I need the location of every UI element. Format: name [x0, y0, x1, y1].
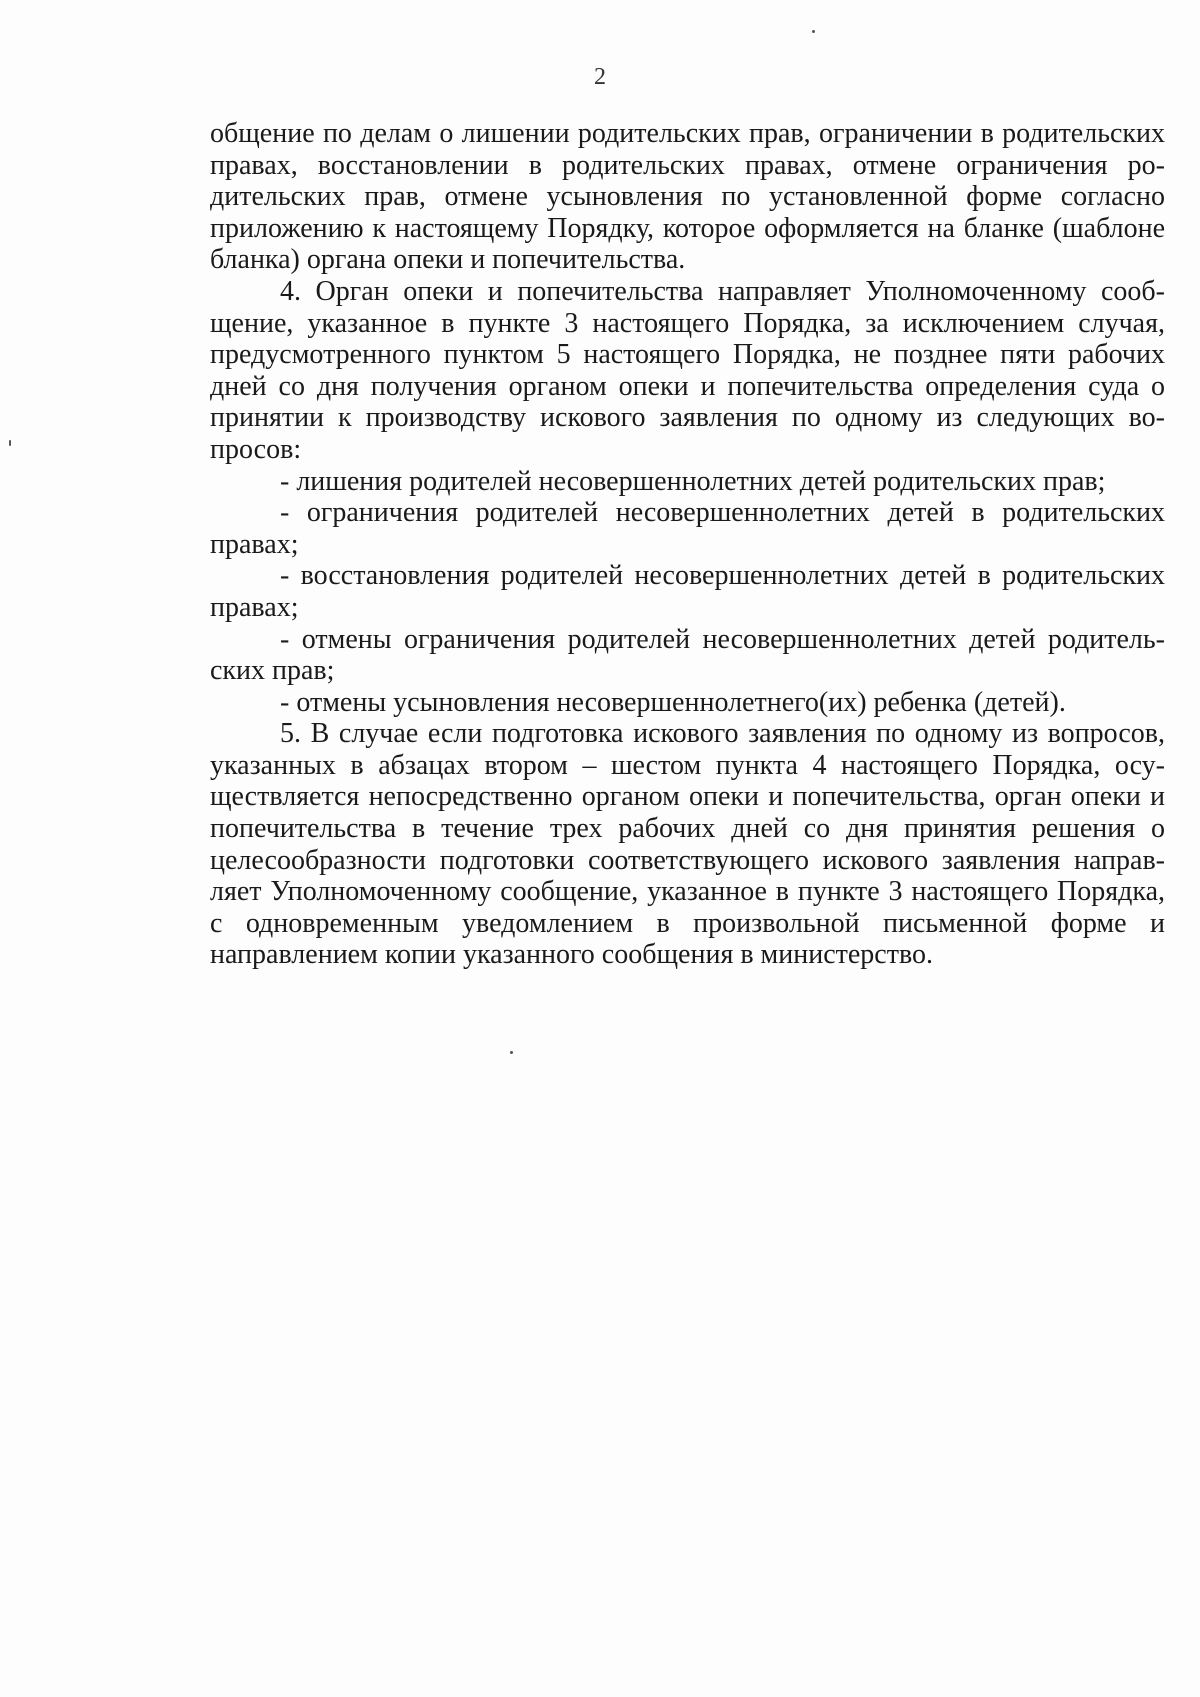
scan-speck	[510, 1051, 513, 1054]
scan-speck	[9, 440, 11, 446]
list-item: - восстановления родителей несовершеннолетних детей в родительских правах;	[210, 560, 1165, 623]
paragraph-item-5: 5. В случае если подготовка искового заявления по одному из вопросов, указанных в абзацах втором – шестом пункта 4 настоящего Порядка, осуществляется непосредственно органом опеки и попечительства, орган опеки и попечительства в течение трех рабочих дней со дня принятия решения о целесообразности подготовки соответствующего искового заявления направляет Уполномоченному сообщение, указанное в пункте 3 настоящего Порядка, с одновременным уведомлением в произвольной письменной форме и направлением копии указанного сообщения в министерство.	[210, 718, 1165, 971]
paragraph-continuation: общение по делам о лишении родительских прав, ограничении в родительских правах, восстановлении в родительских правах, отмене ограничения родительских прав, отмене усыновления по установленной форме согласно приложению к настоящему Порядку, которое оформляется на бланке (шаблоне бланка) органа опеки и попечительства.	[210, 118, 1165, 276]
page-number: 2	[594, 64, 606, 90]
paragraph-item-4: 4. Орган опеки и попечительства направляет Уполномоченному сообщение, указанное в пункте 3 настоящего Порядка, за исключением случая, предусмотренного пунктом 5 настоящего Порядка, не позднее пяти рабочих дней со дня получения органом опеки и попечительства определения суда о принятии к производству искового заявления по одному из следующих вопросов:	[210, 275, 1165, 465]
list-item: - отмены ограничения родителей несовершеннолетних детей родительских прав;	[210, 623, 1165, 687]
list-item: - ограничения родителей несовершеннолетних детей в родительских правах;	[210, 497, 1165, 560]
document-body	[210, 118, 1165, 971]
scan-speck	[812, 30, 815, 33]
list-item: - отмены усыновления несовершеннолетнего(их) ребенка (детей).	[280, 686, 1066, 718]
list-item: - лишения родителей несовершеннолетних детей родительских прав;	[280, 465, 1106, 497]
